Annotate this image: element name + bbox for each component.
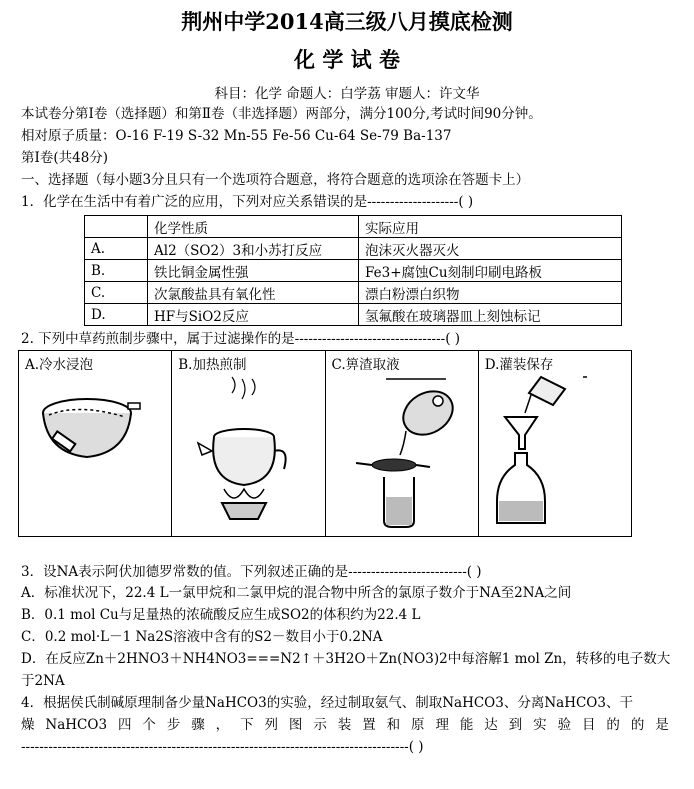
table-cell: C. bbox=[85, 282, 148, 304]
table-cell: D. bbox=[85, 304, 148, 326]
table-row bbox=[85, 260, 622, 282]
table-cell: B. bbox=[85, 260, 148, 282]
q4-word: 达 bbox=[484, 717, 498, 733]
q4-word: 的 bbox=[630, 717, 645, 733]
table-row bbox=[85, 282, 622, 304]
q4-word: NaHCO3 bbox=[45, 717, 108, 733]
q4-word: 步 bbox=[166, 717, 181, 733]
subject-title: 化 学 试 卷 bbox=[294, 47, 400, 72]
q4-word: 燥 bbox=[21, 717, 35, 733]
option-b-label: B.加热煎制 bbox=[178, 357, 247, 373]
table-cell: 漂白粉漂白织物 bbox=[359, 282, 622, 304]
q3-option-c: C．0.2 mol·L－1 Na2S溶液中含有的S2－数目小于0.2NA bbox=[21, 629, 383, 645]
q4-word: 下 bbox=[240, 717, 254, 733]
table-cell: 次氯酸盐具有氧化性 bbox=[148, 282, 359, 304]
paper-info: 本试卷分第Ⅰ卷（选择题）和第Ⅱ卷（非选择题）两部分，满分100分,考试时间90分钟。 bbox=[21, 106, 542, 122]
option-a-label: A.冷水浸泡 bbox=[25, 357, 94, 373]
q4-word: 列 bbox=[264, 717, 278, 733]
q4-word: 个 bbox=[142, 717, 156, 733]
part1-heading: 第Ⅰ卷(共48分) bbox=[21, 150, 109, 166]
table-cell: HF与SiO2反应 bbox=[148, 304, 359, 326]
table-header-cell: 实际应用 bbox=[359, 216, 622, 238]
q4-word: 示 bbox=[313, 717, 327, 733]
author-meta: 科目：化学 命题人：白学荔 审题人：许文华 bbox=[214, 86, 480, 102]
q4-word: 图 bbox=[288, 717, 303, 733]
q4-word: 四 bbox=[117, 717, 132, 733]
q4-word: 骤 bbox=[191, 717, 205, 733]
section1-heading: 一、选择题（每小题3分且只有一个选项符合题意，将符合题意的选项涂在答题卡上） bbox=[21, 172, 530, 188]
table-cell: Al2（SO2）3和小苏打反应 bbox=[148, 238, 359, 260]
table-header-cell: 化学性质 bbox=[148, 216, 359, 238]
q4-word: 验 bbox=[557, 717, 572, 733]
bottling-illustration bbox=[479, 373, 629, 533]
q2-figure-row bbox=[18, 350, 632, 537]
boiling-pot-illustration bbox=[172, 373, 322, 533]
table-cell: 氢氟酸在玻璃器皿上刻蚀标记 bbox=[359, 304, 622, 326]
q2-stem: 2. 下列中草药煎制步骤中，属于过滤操作的是---------------------------------( ) bbox=[21, 331, 461, 347]
q4-stem-line3: -------------------------------------------------------------------------------------( ) bbox=[21, 739, 424, 755]
table-cell: 铁比铜金属性强 bbox=[148, 260, 359, 282]
soaking-pot-illustration bbox=[19, 373, 169, 533]
q4-word: 原 bbox=[411, 717, 425, 733]
q4-word: 能 bbox=[459, 717, 474, 733]
q3-option-d: D．在反应Zn＋2HNO3＋NH4NO3===N2↑＋3H2O＋Zn(NO3)2中每溶解1 mol Zn，转移的电子数大 bbox=[21, 651, 671, 667]
table-cell: A. bbox=[85, 238, 148, 260]
q4-word: 是 bbox=[655, 717, 669, 733]
option-c-panel bbox=[326, 351, 479, 536]
option-d-label: D.灌装保存 bbox=[484, 357, 554, 373]
q4-word: 到 bbox=[508, 717, 523, 733]
q4-word: 理 bbox=[435, 717, 449, 733]
q3-stem: 3．设NA表示阿伏加德罗常数的值。下列叙述正确的是--------------------------( ) bbox=[21, 564, 482, 580]
q3-option-a: A．标准状况下，22.4 L一氯甲烷和二氯甲烷的混合物中所含的氯原子数介于NA至2NA之间 bbox=[21, 585, 572, 601]
q4-word: 目 bbox=[581, 717, 596, 733]
school-title: 荆州中学2014高三级八月摸底检测 bbox=[181, 9, 513, 34]
straining-illustration bbox=[326, 373, 476, 533]
option-a-panel bbox=[19, 351, 172, 536]
table-header-cell bbox=[85, 216, 148, 238]
table-row bbox=[85, 304, 622, 326]
table-cell: Fe3+腐蚀Cu刻制印刷电路板 bbox=[359, 260, 622, 282]
option-b-panel bbox=[172, 351, 325, 536]
table-header-row bbox=[85, 216, 622, 238]
option-d-panel bbox=[479, 351, 631, 536]
q4-word: 和 bbox=[386, 717, 401, 733]
q1-stem: 1．化学在生活中有着广泛的应用，下列对应关系错误的是--------------------( ) bbox=[21, 194, 474, 210]
q4-stem-line2 bbox=[21, 716, 669, 734]
table-row bbox=[85, 238, 622, 260]
q4-word: ， bbox=[215, 717, 230, 733]
q4-word: 置 bbox=[362, 717, 376, 733]
table-cell: 泡沫灭火器灭火 bbox=[359, 238, 622, 260]
option-c-label: C.箅渣取液 bbox=[331, 357, 400, 373]
q4-word: 装 bbox=[337, 717, 352, 733]
atomic-mass: 相对原子质量：O-16 F-19 S-32 Mn-55 Fe-56 Cu-64 Se-79 Ba-137 bbox=[21, 128, 452, 144]
q3-option-b: B．0.1 mol Cu与足量热的浓硫酸反应生成SO2的体积约为22.4 L bbox=[21, 607, 421, 623]
q4-stem-line1: 4．根据侯氏制碱原理制备少量NaHCO3的实验，经过制取氨气、制取NaHCO3、分离NaHCO3、干 bbox=[21, 695, 633, 711]
q3-option-d-cont: 于2NA bbox=[21, 673, 65, 689]
q1-table bbox=[84, 215, 622, 326]
q4-word: 实 bbox=[533, 717, 547, 733]
q4-word: 的 bbox=[606, 717, 620, 733]
